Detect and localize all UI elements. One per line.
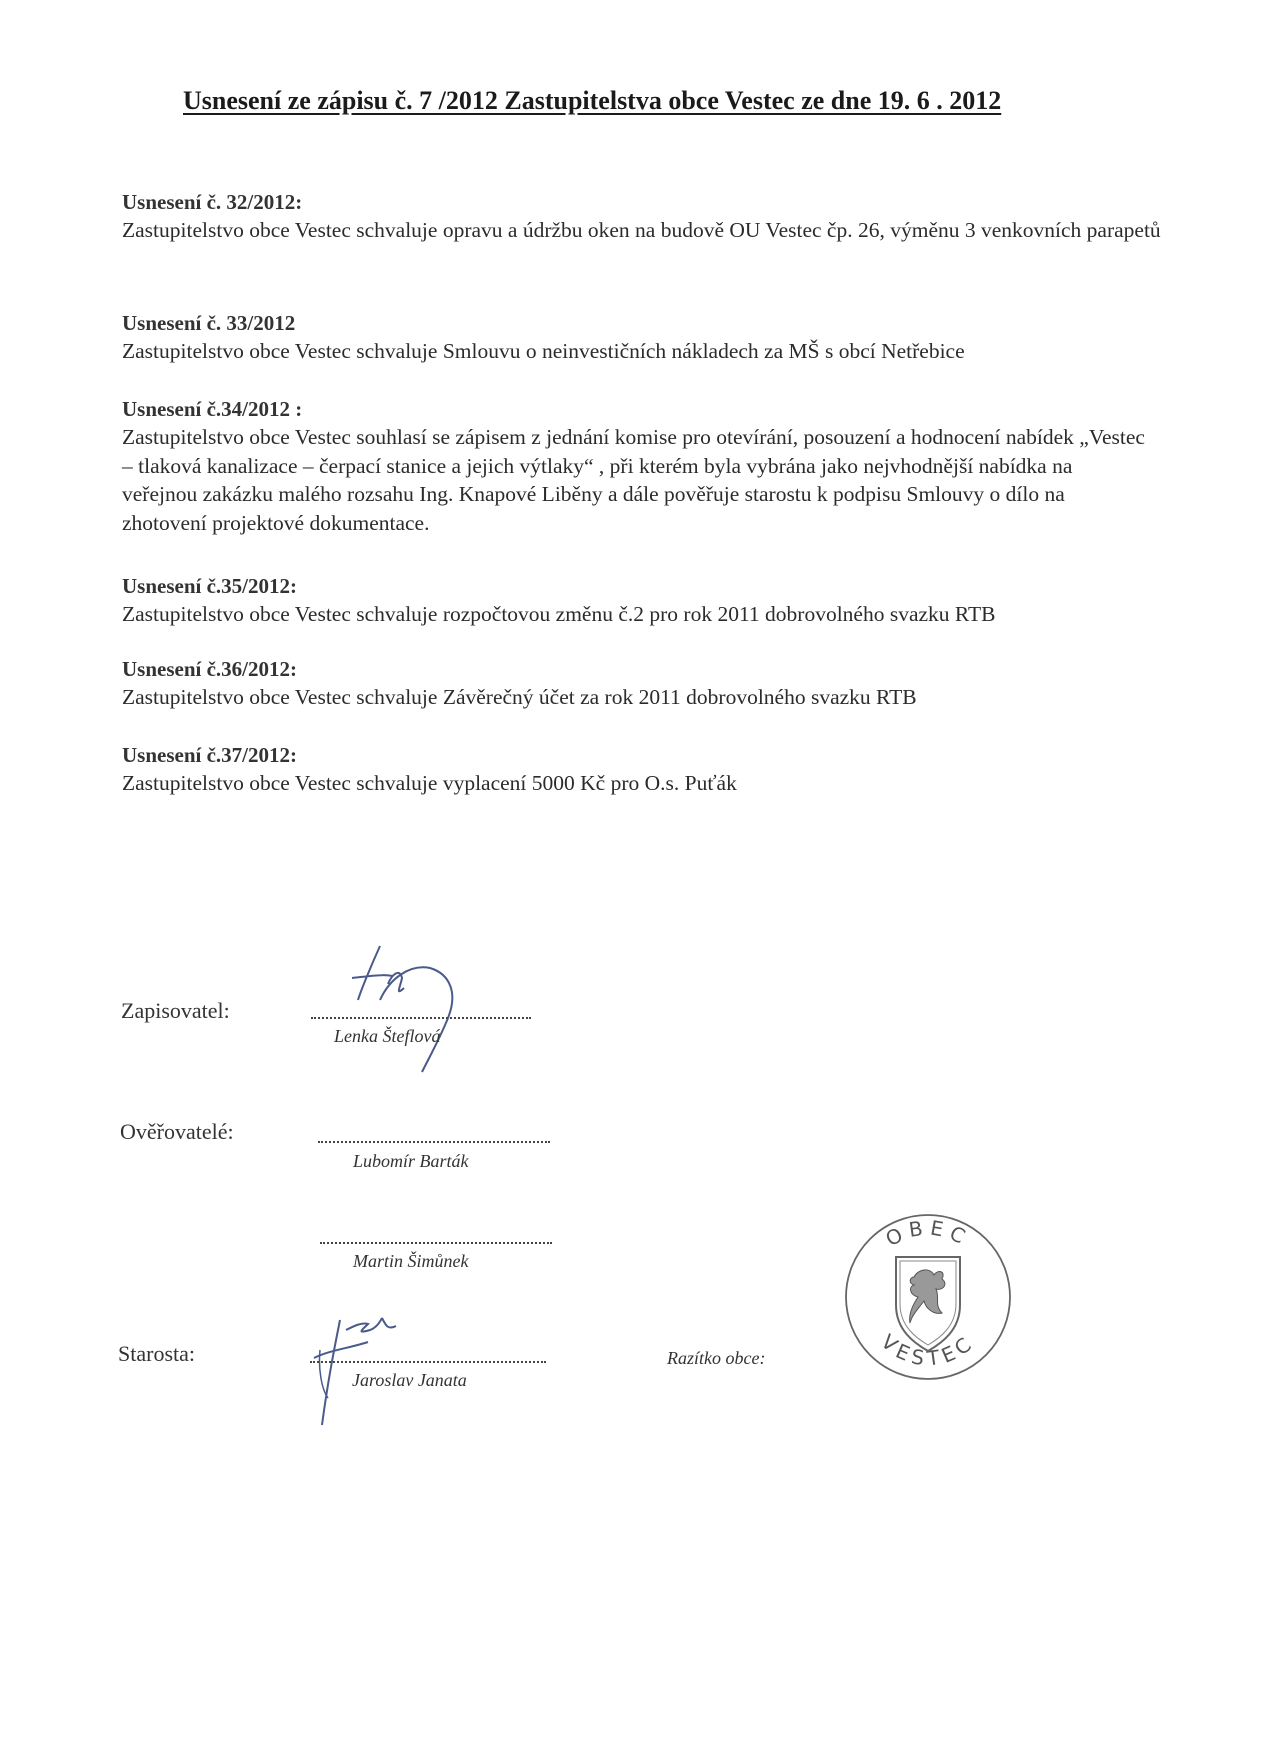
resolution-heading: Usnesení č. 32/2012:: [122, 190, 303, 214]
stamp-label: Razítko obce:: [667, 1348, 766, 1368]
municipal-stamp: [838, 1205, 1018, 1385]
resolution-text: Zastupitelstvo obce Vestec souhlasí se zápisem z jednání komise pro otevírání, posouzení a hodnocení nabídek „Vestec – tlaková kanalizace – čerpací stanice a jejich výtlaky“ , při kterém byla vybrána jako nejvhodnější nabídka na veřejnou zakázku malého rozsahu Ing. Knapové Liběny a dále pověřuje starostu k podpisu Smlouvy o dílo na zhotovení projektové dokumentace.: [122, 425, 1145, 535]
resolution-heading: Usnesení č. 33/2012: [122, 311, 296, 335]
coat-of-arms-icon: [896, 1257, 960, 1351]
mayor-signature: [310, 1300, 430, 1430]
mayor-label: Starosta:: [118, 1341, 195, 1366]
resolution-text: Zastupitelstvo obce Vestec schvaluje Smlouvu o neinvestičních nákladech za MŠ s obcí Netřebice: [122, 339, 965, 363]
resolution-text: Zastupitelstvo obce Vestec schvaluje rozpočtovou změnu č.2 pro rok 2011 dobrovolného svazku RTB: [122, 602, 996, 626]
verifier1-name: Lubomír Barták: [353, 1151, 469, 1171]
resolution-heading: Usnesení č.34/2012 :: [122, 397, 303, 421]
resolution-34: [122, 395, 1152, 537]
resolution-35: [122, 572, 995, 629]
stamp-bottom-text: VESTEC: [876, 1329, 980, 1371]
mayor-signature-line: [310, 1361, 546, 1363]
resolution-text: Zastupitelstvo obce Vestec schvaluje vyplacení 5000 Kč pro O.s. Puťák: [122, 771, 737, 795]
resolution-37: [122, 741, 737, 798]
resolution-heading: Usnesení č.37/2012:: [122, 743, 297, 767]
recorder-signature: [340, 938, 510, 1078]
resolution-33: [122, 309, 965, 366]
verifier1-signature-line: [318, 1141, 550, 1143]
verifier2-signature-line: [320, 1242, 552, 1244]
mayor-name: Jaroslav Janata: [352, 1370, 467, 1390]
resolution-heading: Usnesení č.36/2012:: [122, 657, 297, 681]
verifiers-label: Ověřovatelé:: [120, 1119, 234, 1144]
verifier2-name: Martin Šimůnek: [353, 1251, 469, 1271]
resolution-32: [122, 188, 1161, 245]
recorder-label: Zapisovatel:: [121, 998, 230, 1023]
recorder-name: Lenka Šteflová: [334, 1026, 441, 1046]
stamp-top-text: OBEC: [881, 1215, 975, 1252]
page-title: Usnesení ze zápisu č. 7 /2012 Zastupitelstva obce Vestec ze dne 19. 6 . 2012: [183, 86, 1002, 115]
resolution-text: Zastupitelstvo obce Vestec schvaluje opravu a údržbu oken na budově OU Vestec čp. 26, výměnu 3 venkovních parapetů: [122, 218, 1161, 242]
recorder-signature-line: [311, 1017, 531, 1019]
resolution-text: Zastupitelstvo obce Vestec schvaluje Závěrečný účet za rok 2011 dobrovolného svazku RTB: [122, 685, 917, 709]
resolution-36: [122, 655, 917, 712]
resolution-heading: Usnesení č.35/2012:: [122, 574, 297, 598]
